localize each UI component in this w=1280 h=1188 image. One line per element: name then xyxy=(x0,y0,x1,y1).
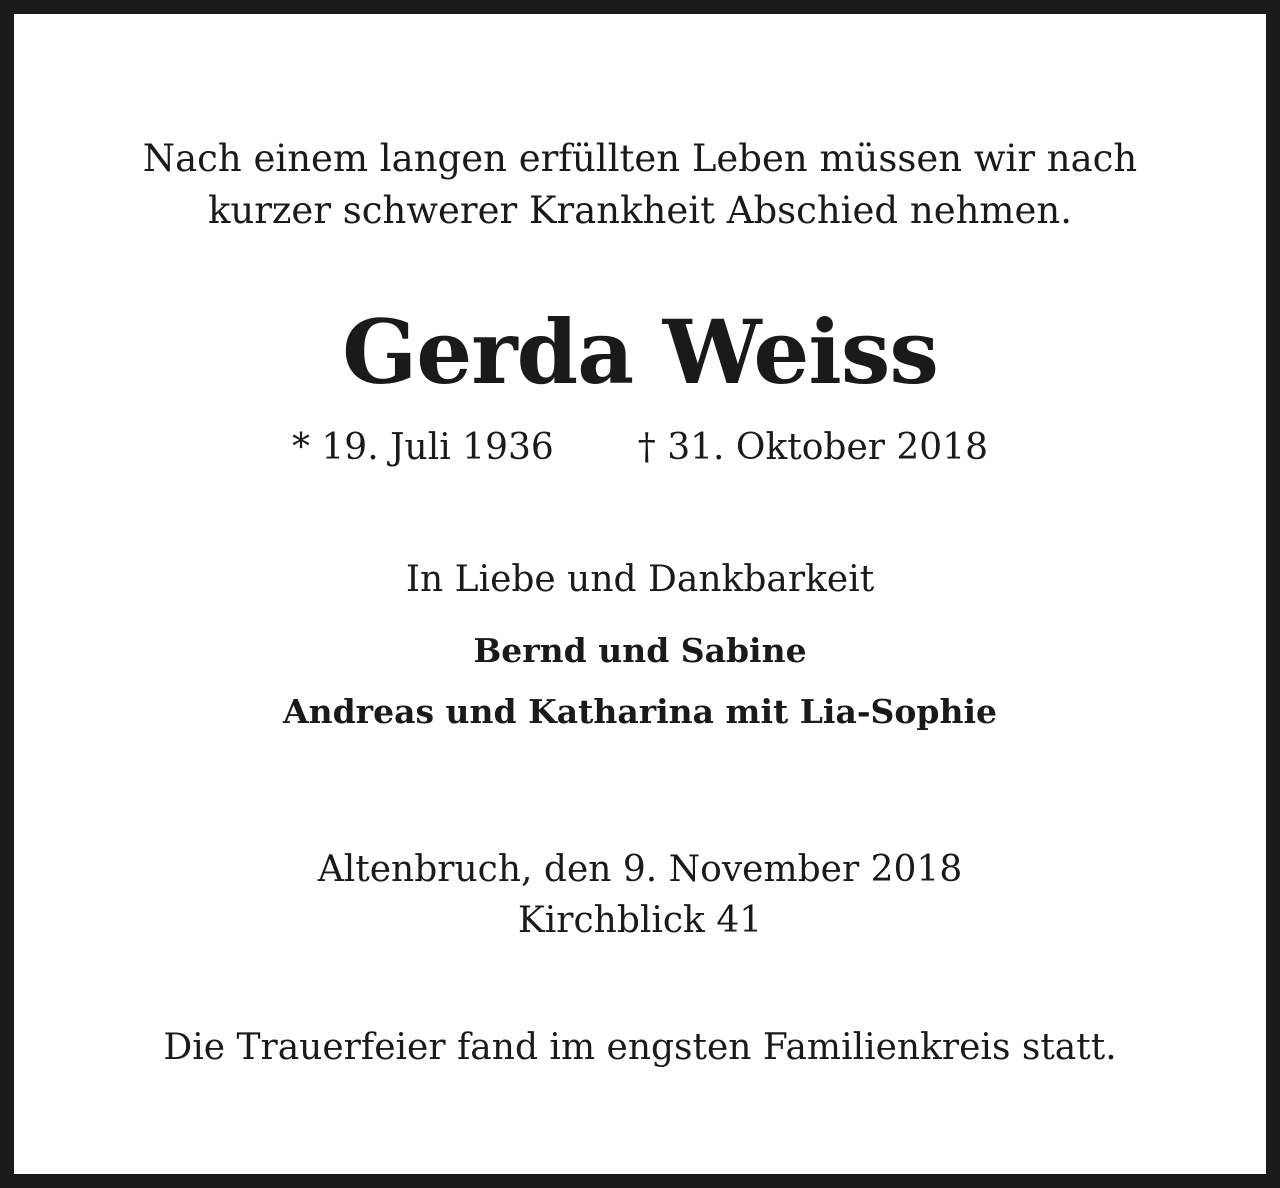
intro-line-1: Nach einem langen erfüllten Leben müssen wir nach xyxy=(142,137,1138,180)
deceased-name: Gerda Weiss xyxy=(342,300,938,404)
birth-date: * 19. Juli 1936 xyxy=(291,427,554,468)
family-line-2: Andreas und Katharina mit Lia-Sophie xyxy=(283,692,997,731)
dedication: In Liebe und Dankbarkeit xyxy=(405,559,875,600)
life-dates xyxy=(28,424,1252,472)
family-line-1: Bernd und Sabine xyxy=(473,631,807,670)
intro-line-2: kurzer schwerer Krankheit Abschied nehmen. xyxy=(208,189,1072,232)
address: Kirchblick 41 xyxy=(517,900,763,941)
place-and-date: Altenbruch, den 9. November 2018 xyxy=(317,849,963,890)
death-date: † 31. Oktober 2018 xyxy=(637,427,989,468)
closing-note: Die Trauerfeier fand im engsten Familienkreis statt. xyxy=(163,1027,1117,1068)
